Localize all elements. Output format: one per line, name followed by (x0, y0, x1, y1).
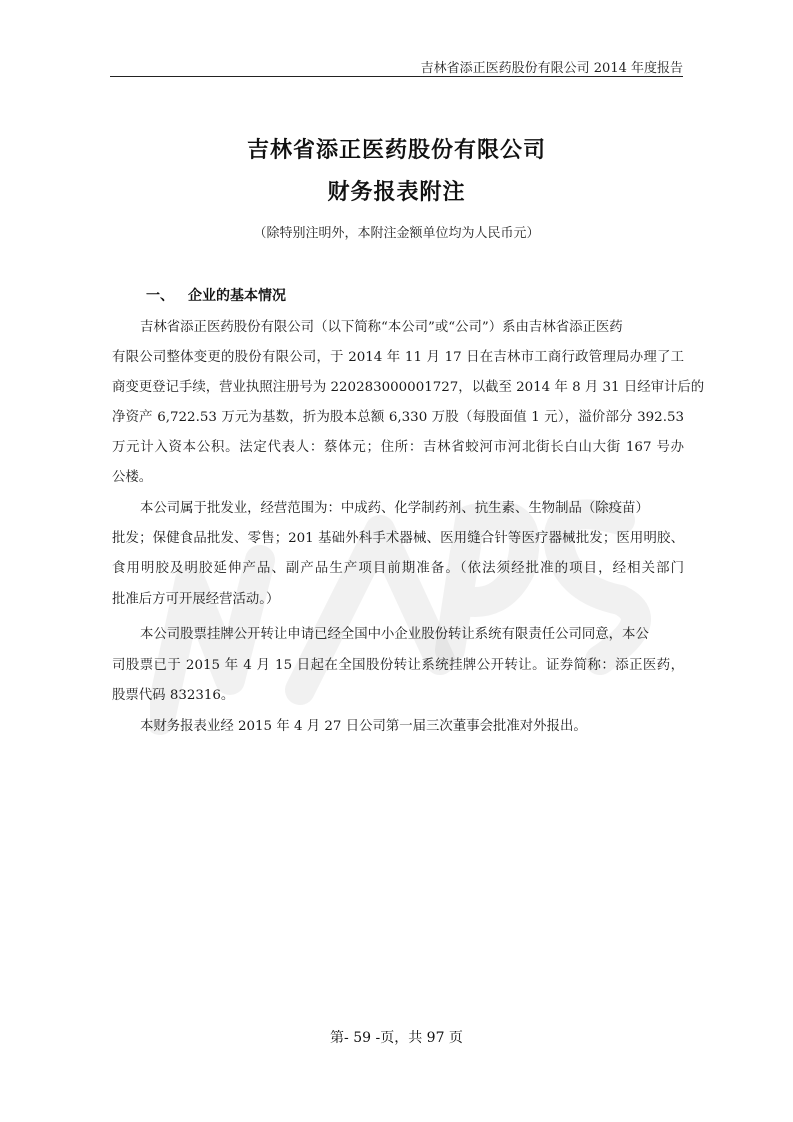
currency-note: （除特别注明外，本附注金额单位均为人民币元） (253, 226, 540, 241)
paragraph-line: 本公司属于批发业，经营范围为：中成药、化学制药剂、抗生素、生物制品（除疫苗） (140, 501, 649, 516)
paragraph-line: 本财务报表业经 2015 年 4 月 27 日公司第一届三次董事会批准对外报出。 (140, 719, 587, 734)
paragraph-line: 商变更登记手续，营业执照注册号为 220283000001727，以截至 2014 年 8 月 31 日经审计后的 (112, 380, 705, 395)
header-rule (110, 76, 683, 77)
document-title: 吉林省添正医药股份有限公司 (246, 138, 546, 163)
paragraph-line: 公楼。 (112, 470, 153, 485)
paragraph-line: 股票代码 832316。 (112, 688, 235, 703)
section-heading (146, 285, 286, 305)
paragraph-line: 批准后方可开展经营活动。） (112, 592, 280, 607)
section-title: 企业的基本情况 (188, 288, 286, 304)
paragraph-line: 万元计入资本公积。法定代表人：蔡体元；住所：吉林省蛟河市河北街长白山大街 167 号办 (112, 440, 684, 455)
page-number: 第- 59 -页，共 97 页 (330, 1030, 463, 1046)
document-subtitle: 财务报表附注 (327, 180, 466, 205)
paragraph-line: 吉林省添正医药股份有限公司（以下简称“本公司”或“公司”）系由吉林省添正医药 (140, 320, 623, 335)
section-number: 一、 (146, 288, 174, 304)
paragraph-line: 净资产 6,722.53 万元为基数，折为股本总额 6,330 万股（每股面值 1 元），溢价部分 392.53 (112, 410, 684, 425)
header-title: 吉林省添正医药股份有限公司 2014 年度报告 (420, 61, 683, 76)
paragraph-line: 本公司股票挂牌公开转让申请已经全国中小企业股份转让系统有限责任公司同意，本公 (140, 627, 649, 642)
paragraph-line: 有限公司整体变更的股份有限公司，于 2014 年 11 月 17 日在吉林市工商行政管理局办理了工 (112, 350, 684, 365)
paragraph-line: 食用明胶及明胶延伸产品、副产品生产项目前期准备。（依法须经批准的项目，经相关部门 (112, 561, 684, 576)
paragraph-line: 司股票已于 2015 年 4 月 15 日起在全国股份转让系统挂牌公开转让。证券简称：添正医药， (112, 658, 684, 673)
paragraph-line: 批发；保健食品批发、零售；201 基础外科手术器械、医用缝合针等医疗器械批发；医用明胶、 (112, 531, 684, 546)
